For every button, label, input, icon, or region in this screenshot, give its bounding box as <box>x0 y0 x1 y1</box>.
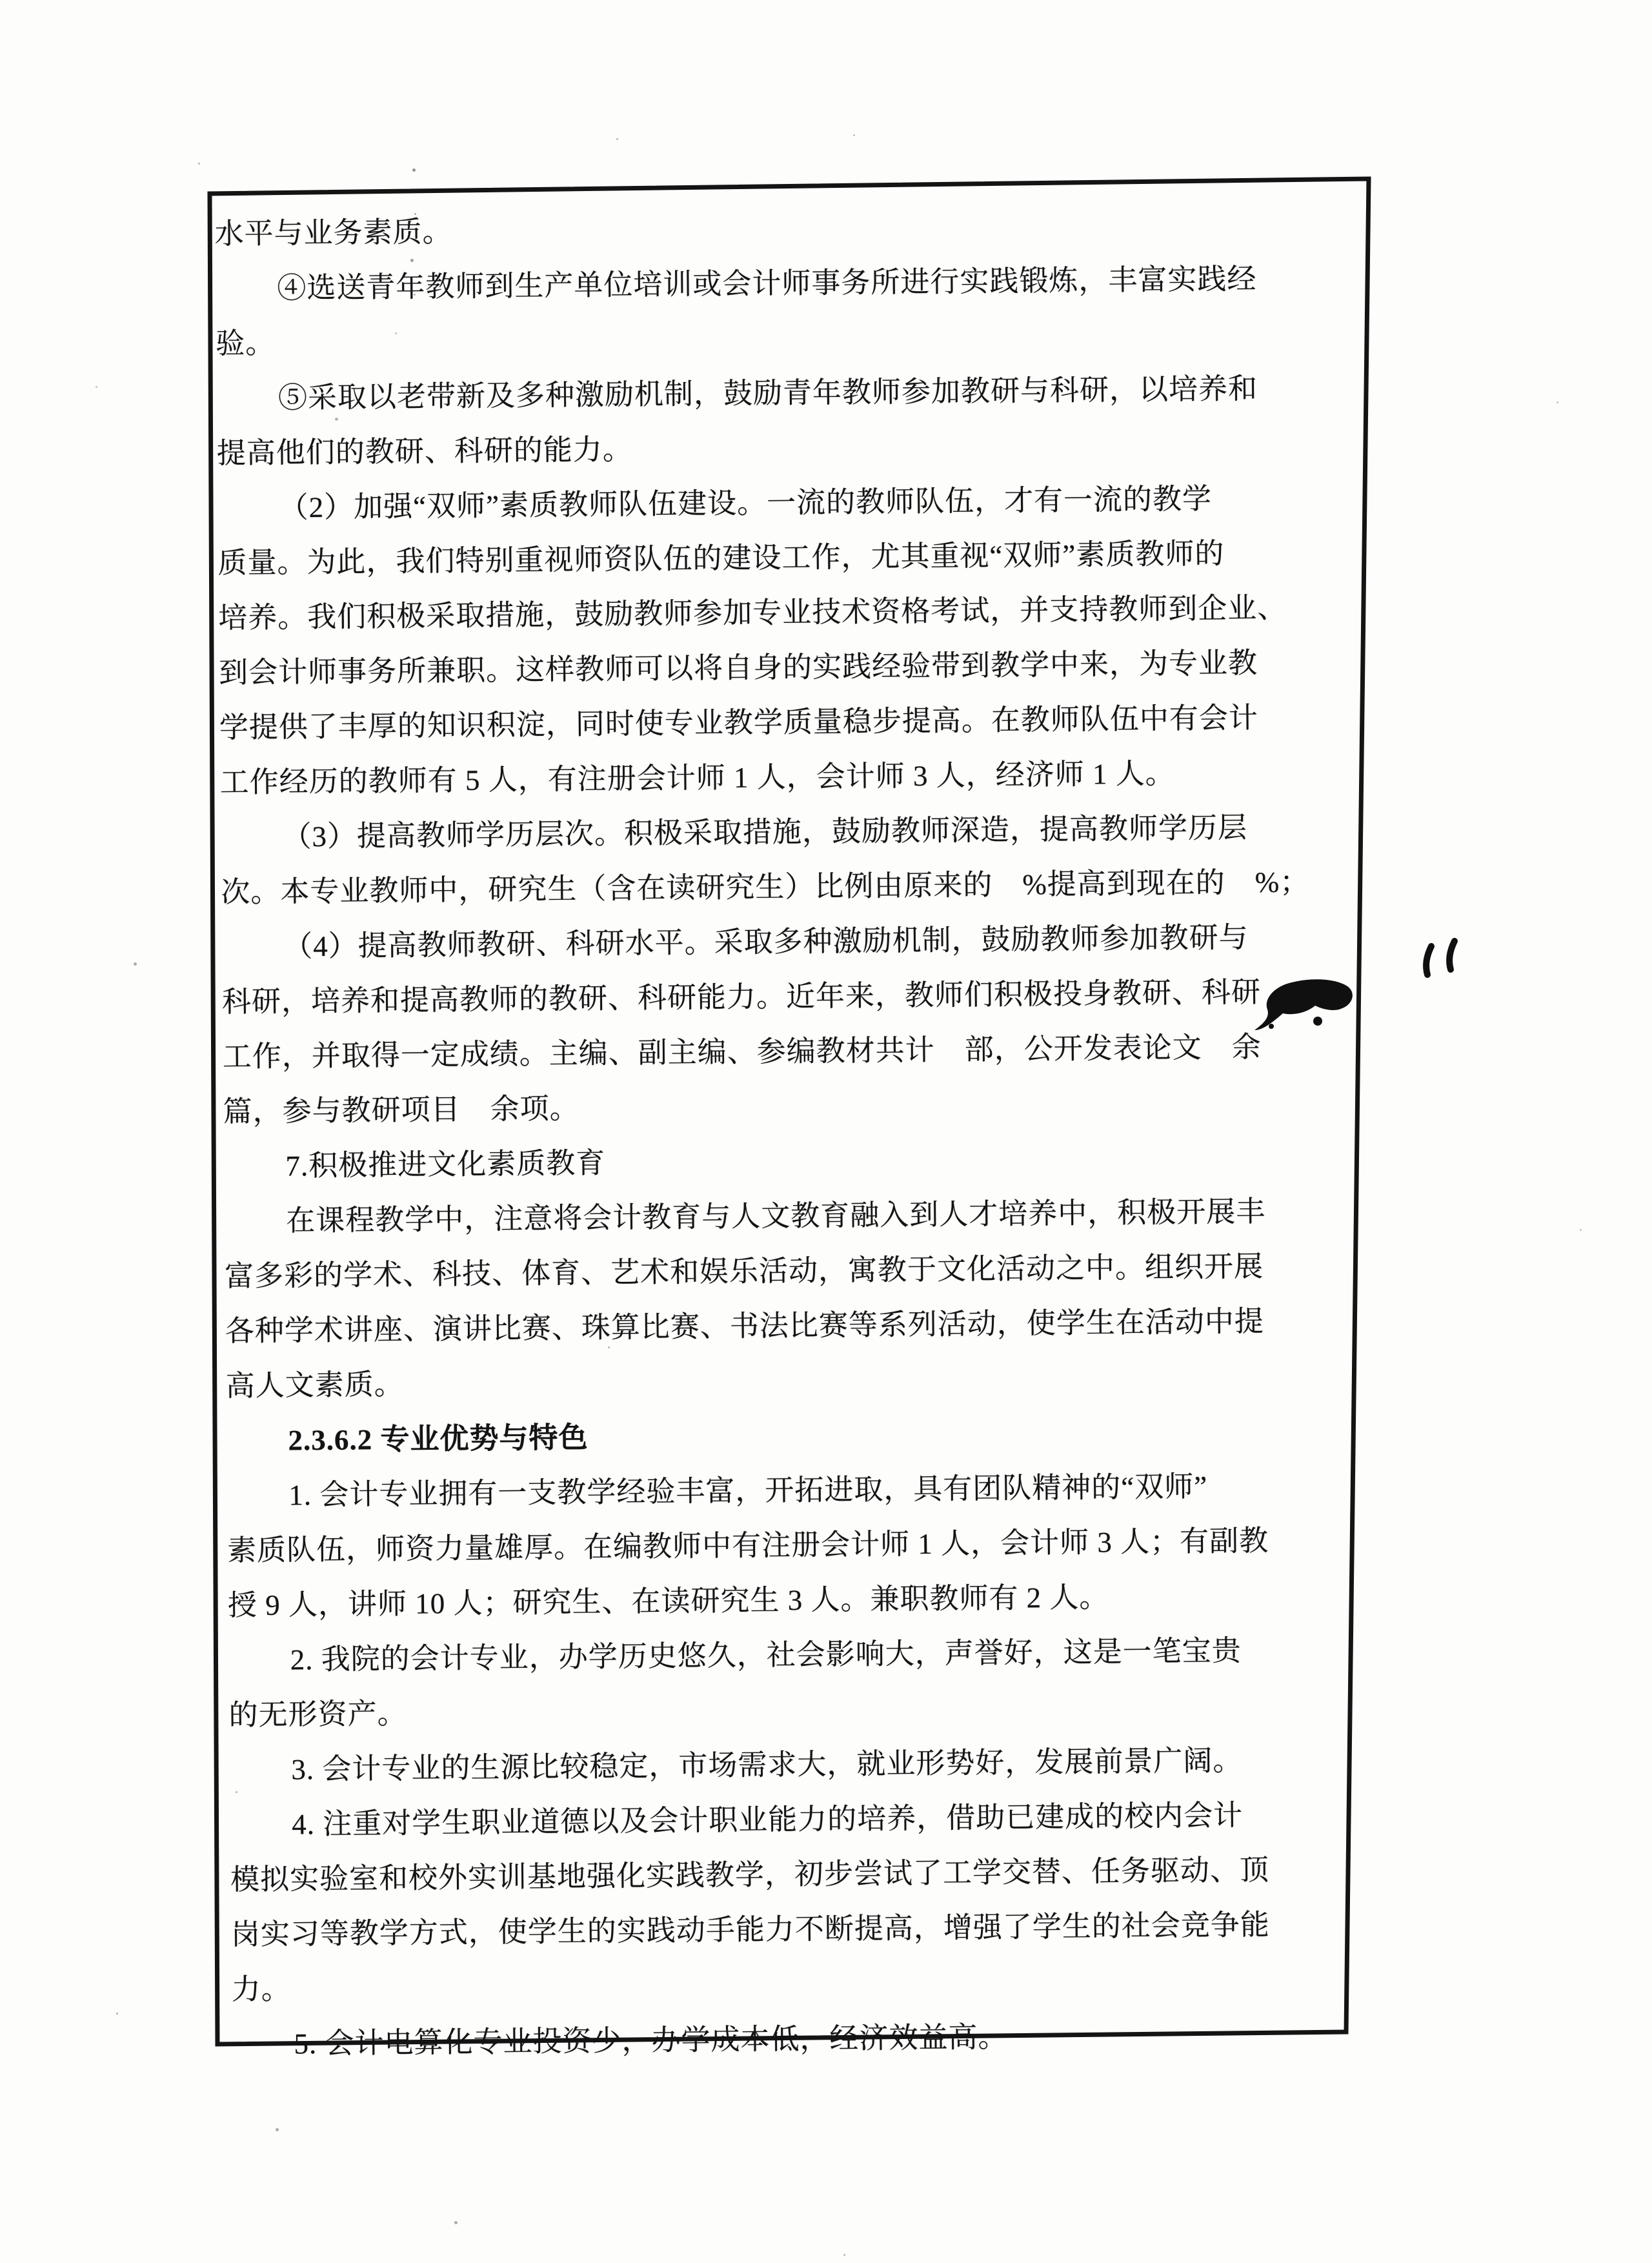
text-line: ⑤采取以老带新及多种激励机制，鼓励青年教师参加教研与科研，以培养和 <box>277 372 1258 414</box>
scan-noise-speckles <box>0 0 2 2</box>
text-line: 验。 <box>215 327 276 360</box>
text-line: ④选送青年教师到生产单位培训或会计师事务所进行实践锻炼，丰富实践经 <box>277 263 1257 305</box>
text-line: 3. 会计专业的生源比较稳定，市场需求大，就业形势好，发展前景广阔。 <box>291 1744 1243 1786</box>
text-line: 5. 会计电算化专业投资少，办学成本低，经济效益高。 <box>294 2020 1008 2060</box>
ink-blot <box>1245 976 1362 1040</box>
text-line: 学提供了丰厚的知识积淀，同时使专业教学质量稳步提高。在教师队伍中有会计 <box>219 702 1259 744</box>
text-line: 工作经历的教师有 5 人，有注册会计师 1 人，会计师 3 人，经济师 1 人。 <box>219 757 1175 799</box>
text-line: 富多彩的学术、科技、体育、艺术和娱乐活动，寓教于文化活动之中。组织开展 <box>224 1250 1264 1293</box>
text-line: 提高他们的教研、科研的能力。 <box>216 433 633 470</box>
text-line: 的无形资产。 <box>228 1697 407 1732</box>
text-line: 高人文素质。 <box>225 1368 404 1403</box>
text-line: 篇，参与教研项目 余项。 <box>223 1092 579 1128</box>
text-line: 在课程教学中，注意将会计教育与人文教育融入到人才培养中，积极开展丰 <box>286 1195 1266 1237</box>
text-line: 到会计师事务所兼职。这样教师可以将自身的实践经验带到教学中来，为专业教 <box>218 647 1258 689</box>
section-heading-7: 7.积极推进文化素质教育 <box>285 1146 606 1182</box>
text-line: 科研，培养和提高教师的教研、科研能力。近年来，教师们积极投身教研、科研 <box>221 976 1262 1019</box>
text-line: 4. 注重对学生职业道德以及会计职业能力的培养，借助已建成的校内会计 <box>291 1799 1244 1841</box>
text-line: 质量。为此，我们特别重视师资队伍的建设工作，尤其重视“双师”素质教师的 <box>217 537 1225 580</box>
text-line: （2）加强“双师”素质教师队伍建设。一流的教师队伍，才有一流的教学 <box>279 482 1213 524</box>
text-line: 水平与业务素质。 <box>214 215 452 250</box>
text-line: 1. 会计专业拥有一支教学经验丰富，开拓进取，具有团队精神的“双师” <box>288 1470 1208 1512</box>
text-line: （3）提高教师学历层次。积极采取措施，鼓励教师深造，提高教师学历层 <box>282 811 1248 853</box>
text-line: 次。本专业教师中，研究生（含在读研究生）比例由原来的 %提高到现在的 %； <box>221 866 1310 909</box>
text-line: 工作，并取得一定成绩。主编、副主编、参编教材共计 部，公开发表论文 余 <box>222 1031 1262 1073</box>
text-line: 素质队伍，师资力量雄厚。在编教师中有注册会计师 1 人，会计师 3 人；有副教 <box>227 1524 1269 1567</box>
text-line: 岗实习等教学方式，使学生的实践动手能力不断提高，增强了学生的社会竞争能 <box>230 1908 1271 1951</box>
text-line: 2. 我院的会计专业，办学历史悠久，社会影响大，声誉好，这是一笔宝贵 <box>290 1634 1242 1676</box>
handwritten-ditto-marks-icon <box>1417 935 1475 993</box>
text-line: 培养。我们积极采取措施，鼓励教师参加专业技术资格考试，并支持教师到企业、 <box>218 591 1287 634</box>
document-text-block <box>214 196 1369 2073</box>
section-heading-2362: 2.3.6.2 专业优势与特色 <box>288 1421 589 1457</box>
text-line: 模拟实验室和校外实训基地强化实践教学，初步尝试了工学交替、任务驱动、顶 <box>230 1853 1270 1896</box>
text-line: 授 9 人，讲师 10 人；研究生、在读研究生 3 人。兼职教师有 2 人。 <box>227 1581 1109 1622</box>
text-line: 力。 <box>231 1973 291 2006</box>
text-line: 各种学术讲座、演讲比赛、珠算比赛、书法比赛等系列活动，使学生在活动中提 <box>225 1304 1265 1348</box>
text-line: （4）提高教师教研、科研水平。采取多种激励机制，鼓励教师参加教研与 <box>283 921 1249 963</box>
